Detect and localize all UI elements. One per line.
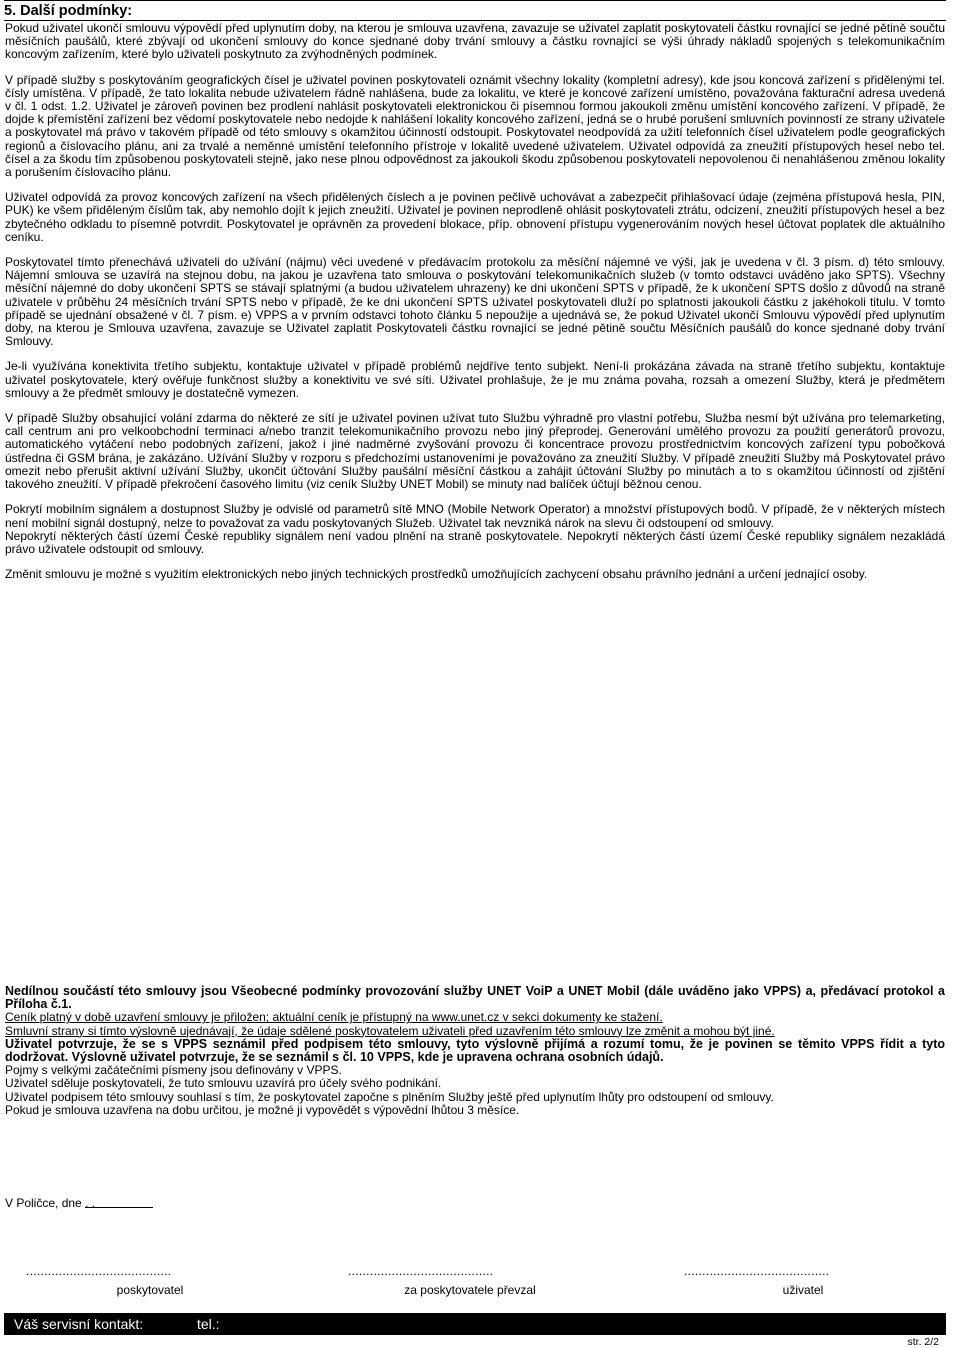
date-field[interactable]: . . <box>85 1196 153 1208</box>
paragraph-device-operation: Uživatel odpovídá za provoz koncových zařízení na všech přidělených číslech a je povinen pečlivě uchovávat a zabezpečit přihlašovací údaje (zejména přístupová hesla, PIN, PUK) ke všem přiděleným číslům tak, aby nemohlo dojít k jejich zneužití. Uživatel je povinen neprodleně ohlásit poskytovateli ztrátu, odcizení, zneužití přístupových hesel a bez zbytečného odkladu to písemně potvrdit. Poskytovatel je oprávněn za provedení blokace, příp. obnovení přístupu vygenerováním nových hesel účtovat poplatek dle aktuálního ceníku. <box>5 190 945 244</box>
paragraph-free-calls: V případě Služby obsahující volání zdarma do některé ze sítí je uživatel povinen užívat tuto Službu výhradně pro vlastní potřebu, Služba nesmí být užívána pro telemarketing, call centrum ani pro velkoobchodní terminaci a/nebo tranzit telekomunikačního provozu nebo jiný přeprodej. Generování umělého provozu za použití generátorů provozu, automatického vytáčení nebo podobných zařízení, jakož i jiné nadměrné zvyšování provozu či koncentrace provozu prostřednictvím koncových zařízení typu pobočková ústředna či GSM brána, je zakázáno. Užívání Služby v rozporu s předchozími ustanoveními je považováno za zneužití Služby. V případě zneužití Služby má Poskytovatel právo omezit nebo přerušit aktivní užívání Služby, ukončit účtování Služby paušální měsíční částkou a zahájit účtování Služby po minutách a to s okamžitou účinností od zjištění takového zneužití. V případě překročení časového limitu (viz ceník Služby UNET Mobil) se minuty nad balíček účtují běžnou cenou. <box>5 411 945 492</box>
data-change-note: Smluvní strany si tímto výslovně ujednávají, že údaje sdělené poskytovatelem uživateli před uzavřením této smlouvy lze změnit a mohou být jiné. <box>5 1023 775 1038</box>
place-label: V Poličce, dne <box>5 1196 82 1210</box>
paragraph-third-party: Je-li využívána konektivita třetího subjektu, kontaktuje uživatel v případě problémů nejdříve tento subjekt. Není-li prokázána závada na straně třetího subjektu, kontaktuje uživatel poskytovatele, který ověřuje funkčnost služby a konektivitu ve své síti. Uživatel prohlašuje, že je mu známa povaha, rozsah a omezení Služby, která je předmětem smlouvy a že předmět smlouvy je dostatečně vymezen. <box>5 359 945 400</box>
contract-annex-block <box>5 985 945 1117</box>
price-list-note: Ceník platný v době uzavření smlouvy je přiložen; aktuální ceník je přístupný na www.unet.cz v sekci dokumenty ke stažení. <box>5 1010 663 1025</box>
conditions-body <box>5 22 945 593</box>
signature-label-provider: poskytovatel <box>116 1283 184 1297</box>
signature-line-provider[interactable]: ........................................ <box>26 1264 172 1278</box>
section-heading: 5. Další podmínky: <box>4 3 133 19</box>
terms-definition-note: Pojmy s velkými začátečními písmeny jsou definovány v VPPS. <box>5 1063 342 1078</box>
place-date-line <box>5 1196 153 1210</box>
notice-period-note: Pokud je smlouva uzavřena na dobu určitou, je možné ji vypovědět s výpovědní lhůtou 3 měsíce. <box>5 1102 520 1117</box>
tel-label: tel.: <box>197 1316 220 1332</box>
paragraph-termination: Pokud uživatel ukončí smlouvu výpovědí před uplynutím doby, na kterou je smlouva uzavřena, zavazuje se uživatel zaplatit poskytovateli částku rovnající se jedné pětině součtu měsíčních paušálů, které zbývají od ukončení smlouvy do konce sjednané doby trvání smlouvy a částku rovnající se výši úhrady nákladů spojených s telekomunikačním koncovým zařízením, které bylo uživateli poskytnuto za zvýhodněných podmínek. <box>5 21 945 62</box>
paragraph-contract-change: Změnit smlouvu je možné s využitím elektronických nebo jiných technických prostředků umožňujících zachycení obsahu právního jednání a určení jednající osoby. <box>5 567 868 582</box>
signature-label-receiver: za poskytovatele převzal <box>404 1283 536 1297</box>
top-rule <box>4 0 946 1</box>
page-number: str. 2/2 <box>907 1336 939 1348</box>
paragraph-lease: Poskytovatel tímto přenechává uživateli do užívání (nájmu) věci uvedené v předávacím protokolu za měsíční nájemné ve výši, jak je uvedena v čl. 3 písm. d) této smlouvy. Nájemní smlouva se uzavírá na stejnou dobu, na jakou je uzavřena tato smlouva o poskytování telekomunikačních služeb (v tomto odstavci uváděno jako SPTS). Všechny měsíční nájemné do doby ukončení SPTS se stávají splatnými (a budou uživatelem uhrazeny) ke dni ukončení SPTS v případě, že k ukončení SPTS došlo z důvodů na straně uživatele v průběhu 24 měsíčních trvání SPTS nebo v případě, že ke dni ukončení SPTS uživatel poskytovateli dluží po splatnosti jakoukoli částku z jakéhokoli titulu. V tomto případě se ujednání obsažené v čl. 7 písm. e) VPPS a v prvním odstavci tohoto článku 5 nepoužije a ujednává se, že pokud Uživatel ukončí Smlouvu výpovědí před uplynutím doby, na kterou je Smlouva uzavřena, zavazuje se Uživatel zaplatit Poskytovateli částku rovnající se jedné pětině součtu Měsíčních paušálů do konce sjednané doby trvání Smlouvy. <box>5 255 945 349</box>
service-contact-label: Váš servisní kontakt: <box>14 1316 144 1332</box>
signature-label-user: uživatel <box>782 1283 824 1297</box>
signature-line-user[interactable]: ........................................ <box>684 1264 830 1278</box>
paragraph-coverage-czech: Nepokrytí některých částí území České republiky signálem není vadou plnění na straně poskytovatele. Nepokrytí některých částí území České republiky signálem nezakládá právo uživatele odstoupit od smlouvy. <box>5 528 945 556</box>
early-start-consent: Uživatel podpisem této smlouvy souhlasí s tím, že poskytovatel započne s plněním Služby ještě před uplynutím lhůty pro odstoupení od smlouvy. <box>5 1089 774 1104</box>
vpps-confirmation: Uživatel potvrzuje, že se s VPPS seznámil před podpisem této smlouvy, tyto výslovně přijímá a rozumí tomu, že je povinen se těmito VPPS řídit a tyto dodržovat. Výslovně uživatel potvrzuje, že se seznámil s čl. 10 VPPS, kde je upravena ochrana osobních údajů. <box>5 1036 945 1065</box>
paragraph-coverage: Pokrytí mobilním signálem a dostupnost Služby je odvislé od parametrů sítě MNO (Mobile Network Operator) a množství přístupových bodů. V případě, že v některých místech není mobilní signál dostupný, nelze to považovat za vadu poskytovaných Služeb. Uživatel tak nevzniká nárok na slevu či odstoupení od smlouvy. <box>5 502 945 530</box>
annex-statement: Nedílnou součástí této smlouvy jsou Všeobecné podmínky provozování služby UNET VoiP a UNET Mobil (dále uváděno jako VPPS) a, předávací protokol a Příloha č.1. <box>5 984 945 1012</box>
paragraph-geographic-numbers: V případě služby s poskytováním geografických čísel je uživatel povinen poskytovateli oznámit všechny lokality (kompletní adresy), kde jsou koncová zařízení s přidělenými tel. čísly umístěna. V případě, že tato lokalita nebude uživatelem řádně nahlášena, bude za lokalitu, ve které je koncové zařízení umístěno, považována fakturační adresa uvedená v čl. 1 odst. 1.2. Uživatel je zároveň povinen bez prodlení nahlásit poskytovateli elektronickou či písemnou formou jakoukoli změnu umístění koncového zařízení. V případě, že dojde k přemístění zařízení bez vědomí poskytovatele nebo nedojde k nahlášení lokality koncového zařízení, jedná se o hrubé porušení smluvních povinností ze strany uživatele a poskytovatel má právo v takovém případě od této smlouvy s okamžitou účinností odstoupit. Poskytovatel neodpovídá za užití telefonních čísel uživatelem podle geografických regionů a číslovacího plánu, ani za trvalé a neměnné umístění telefonního přístroje v lokalitě uvedené uživatelem. Uživatel odpovídá za zneužití přístupových hesel nebo tel. čísel a za škodu tím způsobenou poskytovateli stejně, jako nese plnou odpovědnost za jakoukoli škodu způsobenou poskytovateli nepovolenou či nenahlášenou změnou lokality a porušením číslovacího plánu. <box>5 72 945 180</box>
signature-line-receiver[interactable]: ........................................ <box>348 1264 494 1278</box>
service-contact-bar <box>4 1313 946 1335</box>
business-purpose-note: Uživatel sděluje poskytovateli, že tuto smlouvu uzavírá pro účely svého podnikání. <box>5 1076 442 1091</box>
